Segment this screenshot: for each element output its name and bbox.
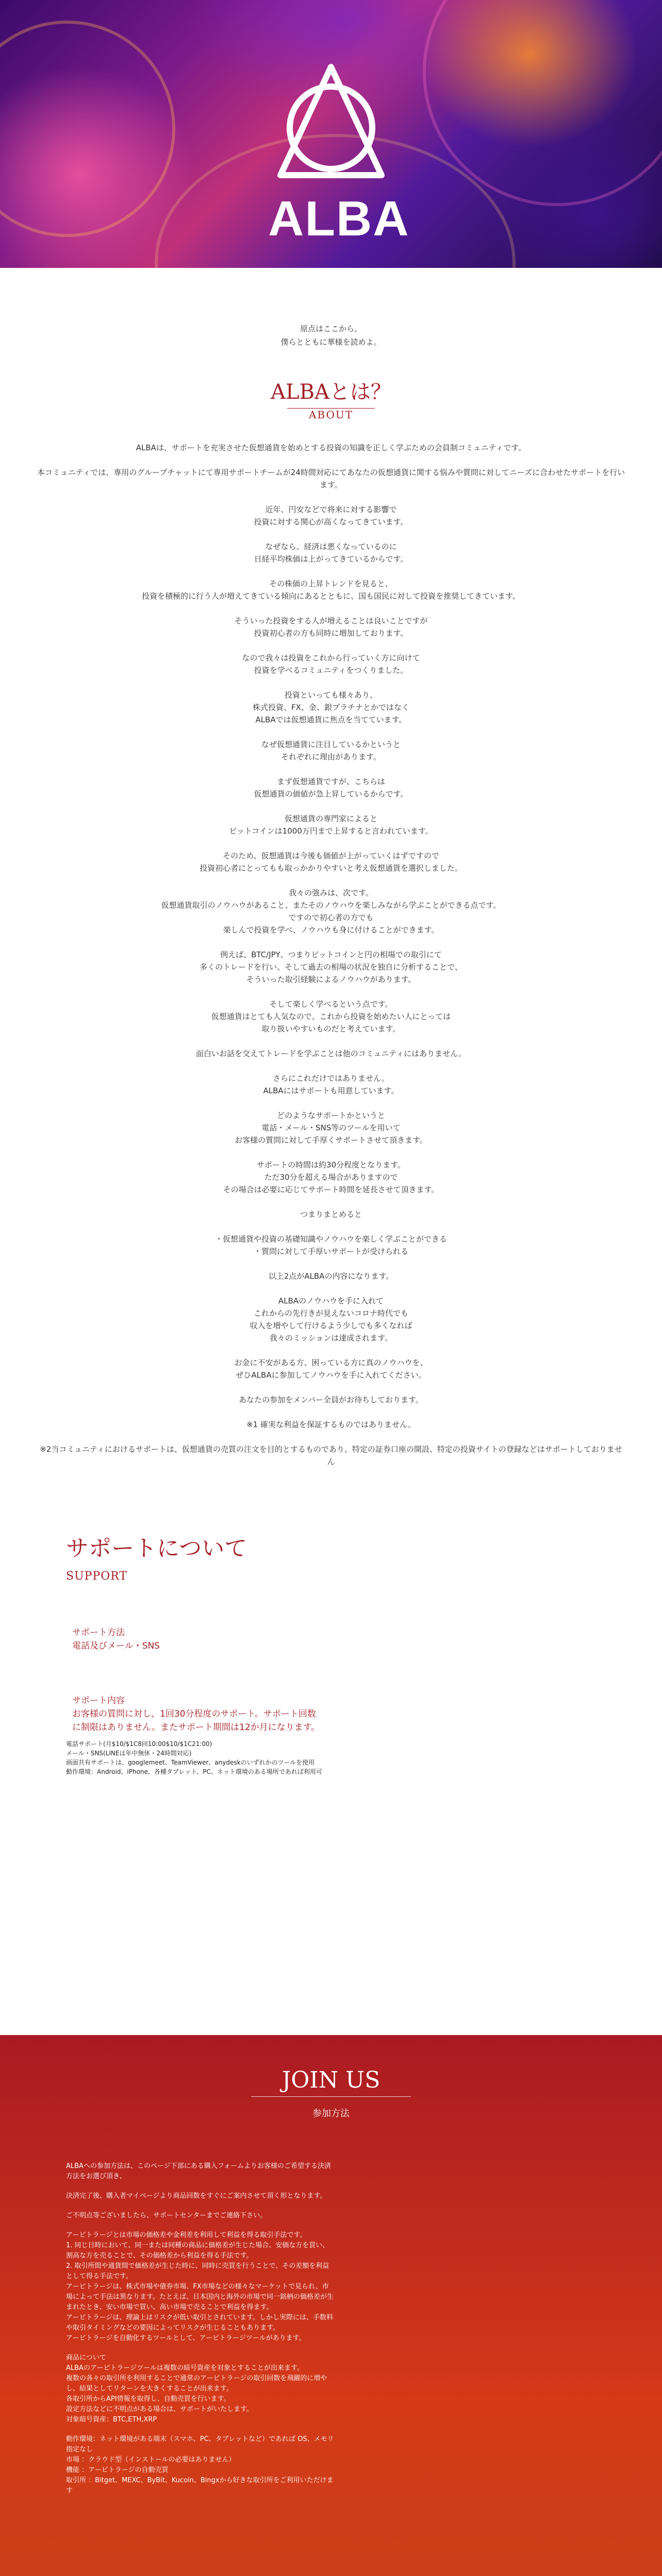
support-content-label: サポート内容	[72, 1696, 125, 1706]
join-title: JOIN US	[282, 2067, 380, 2093]
about-section	[0, 376, 662, 1468]
about-paragraph: 近年、円安などで将来に対する影響で 投資に対する関心が高くなってきています。	[254, 505, 408, 527]
join-section	[0, 2035, 662, 2576]
about-paragraph: なぜ仮想通貨に注目しているかというと それぞれに理由があります。	[261, 740, 401, 761]
join-paragraph: アービトラージとは市場の価格差や金利差を利用して利益を得る取引手法です。 1. 同じ日時において、同一または同種の商品に価格差が生じた場合、安価な方を買い、割高な方を売ることで、その価格差から利益を得る手法です。 2. 取引所間や通貨間で価格差が生じた時に、同時に売買を行うことで、その差額を利益として得る手法です。 アービトラージは、株式市場や債券市場、FX市場などの様々なマーケットで見られ、市場によって手法は異なります。たとえば、日本国内と海外の市場で同一銘柄の価格差が生まれたとき、安い市場で買い、高い市場で売ることで利益を得ます。 アービトラージは、理論上はリスクが低い取引とされています。しかし実際には、手数料や取引タイミングなどの要因によってリスクが生じることもあります。 アービトラージを自動化するツールとして、アービトラージツールがあります。	[66, 2231, 334, 2342]
about-paragraph: そして楽しく学べるという点です。 仮想通貨はとても人気なので、これから投資を始めたい人にとっては 取り扱いやすいものだと考えています。	[211, 999, 451, 1033]
about-paragraph: 投資といっても様々あり、 株式投資、FX、金、銀プラチナとかではなく ALBAでは仮想通貨に焦点を当てています。	[253, 690, 409, 724]
about-paragraph: お金に不安がある方、困っている方に真のノウハウを、 ぜひALBAに参加してノウハウを手に入れてください。	[234, 1358, 428, 1380]
about-paragraph: ・仮想通貨や投資の基礎知識やノウハウを楽しく学ぶことができる ・質問に対して手厚いサポートが受けられる	[214, 1234, 447, 1256]
about-paragraph: まず仮想通貨ですが、こちらは 仮想通貨の価値が急上昇しているからです。	[254, 777, 408, 799]
support-subtitle: SUPPORT	[66, 1570, 128, 1583]
support-section	[0, 1530, 662, 1776]
about-paragraph: 本コミュニティでは、専用のグループチャットにて専用サポートチームが24時間対応にてあなたの仮想通貨に関する悩みや質問に対してニーズに合わせたサポートを行います。	[37, 468, 625, 489]
about-title: ALBAとは？	[271, 380, 391, 404]
intro-line: 原点はここから。	[300, 324, 362, 333]
about-paragraph: 例えば、BTC/JPY、つまりビットコインと円の相場での取引にて 多くのトレードを行い、そして過去の相場の状況を独自に分析することで、 そういった取引経験によるノウハウがあります。	[200, 950, 462, 984]
join-paragraph: 動作環境：ネット環境がある端末（スマホ、PC、タブレットなど）であれば OS、メモリ指定なし 市場 ：クラウド型（インストールの必要はありません） 機能 ：アービトラージの自動売買 取引所 ：Bitget、MEXC、ByBit、Kucoin、Bingxから好きな取引所をご利用いただけます	[66, 2435, 334, 2495]
intro-line: 僕らとともに華様を読めよ。	[280, 337, 382, 347]
support-title: サポートについて	[66, 1535, 247, 1562]
join-paragraph: ALBAへの参加方法は、このページ下部にある購入フォームよりお客様のご希望する決済方法をお選び頂き、	[66, 2162, 332, 2180]
join-divider	[251, 2096, 411, 2097]
hero-banner	[0, 0, 662, 268]
join-body	[66, 2161, 334, 2505]
support-content	[66, 1694, 324, 1734]
logo-emblem-icon	[268, 62, 394, 191]
about-paragraph: ALBAのノウハウを手に入れて これからの先行きが見えないコロナ時代でも 収入を増やして行けるよう少しでも多くなれば 我々のミッションは達成されます。	[250, 1296, 412, 1343]
join-paragraph: 決済完了後、購入者マイページより商品回数をすぐにご案内させて頂く形となります。	[66, 2192, 327, 2200]
join-paragraph: ご不明点等ございましたら、サポートセンターまでご連絡下さい。	[66, 2212, 267, 2219]
support-note: 電話サポート(月$10/$1C8回10:00$10/$1C21:00) メール・SNS(LINEは年中無休・24時間対応) 画面共有サポートは、googlemeet、TeamViewer、anydeskのいずれかのツールを使用 動作環境：Android、iPhone、各種タブレット、PC、ネット環境のある場所であれば利用可	[66, 1740, 322, 1775]
join-paragraph: 商品について ALBAのアービトラージツールは複数の暗号資産を対象とすることが出来ます。 複数の各々の取引所を利用することで通常のアービトラージの取引回数を飛躍的に増やし、結果としてリターンを大きくすることが出来ます。 各取引所からAPI情報を取得し、自動売買を行います。 設定方法などに不明点がある場合は、サポートがいたします。 対象暗号資産：BTC,ETH,XRP	[66, 2354, 327, 2424]
about-body	[0, 442, 662, 1468]
about-paragraph: あなたの参加をメンバー全員がお待ちしております。	[239, 1395, 423, 1404]
about-paragraph: どのようなサポートかというと 電話・メール・SNS等のツールを用いて お客様の質問に対して手厚くサポートさせて頂きます。	[235, 1111, 427, 1145]
about-paragraph: ※1 確実な利益を保証するものではありません。	[246, 1420, 416, 1429]
support-method-value: 電話及びメール・SNS	[72, 1641, 160, 1651]
about-paragraph: 我々の強みは、次です。 仮想通貨取引のノウハウがあること、またそのノウハウを楽しみながら学ぶことができる点です。 ですので初心者の方でも 楽しんで投資を学べ、ノウハウも身に付けることができます。	[161, 888, 501, 935]
about-paragraph: そういった投資をする人が増えることは良いことですが 投資初心者の方も同時に増加しております。	[234, 616, 428, 638]
about-paragraph: 面白いお話を交えてトレードを学ぶことは他のコミュニティにはありません。	[195, 1049, 467, 1058]
about-paragraph: 仮想通貨の専門家によると ビットコインは1000万円まで上昇すると言われています。	[229, 814, 433, 836]
about-paragraph: さらにこれだけではありません。 ALBAにはサポートも用意しています。	[263, 1074, 399, 1095]
support-method-label: サポート方法	[72, 1628, 125, 1638]
about-paragraph: その株価の上昇トレンドを見ると、 投資を積極的に行う人が増えてきている傾向にあるとともに、国も国民に対して投資を推奨してきています。	[142, 579, 520, 601]
about-paragraph: そのため、仮想通貨は今後も価値が上がっていくはずですので 投資初心者にとってもも取っかかりやすいと考え仮想通貨を選択しました。	[200, 851, 462, 873]
logo-text: ALBA	[268, 191, 410, 246]
about-subtitle: ABOUT	[308, 409, 354, 421]
about-paragraph: ※2当コミュニティにおけるサポートは、仮想通貨の売買の注文を目的とするものであり、特定の証券口座の開設、特定の投資サイトの登録などはサポートしておりません	[40, 1445, 622, 1466]
alba-logo	[268, 62, 410, 247]
about-paragraph: なぜなら、経済は悪くなっているのに 日経平均株価は上がってきているからです。	[254, 542, 408, 564]
support-method	[66, 1626, 662, 1653]
about-paragraph: サポートの時間は約30分程度となります。 ただ30分を超える場合がありますので その場合は必要に応じてサポート時間を延長させて頂きます。	[223, 1160, 439, 1194]
about-paragraph: 以上2点がALBAの内容になります。	[268, 1272, 394, 1281]
intro-section	[0, 268, 662, 349]
about-paragraph: なので我々は投資をこれから行っていく方に向けて 投資を学べるコミュニティをつくりました。	[242, 653, 420, 675]
about-paragraph: つまりまとめると	[300, 1210, 362, 1219]
hero-swirl	[0, 21, 175, 237]
join-subtitle: 参加方法	[312, 2108, 350, 2119]
support-content-value: お客様の質問に対し、1回30分程度のサポート。サポート回数に制限はありません。またサポート期間は12か月になります。	[72, 1709, 320, 1733]
about-paragraph: ALBAは、サポートを充実させた仮想通貨を始めとする投資の知識を正しく学ぶための会員制コミュニティです。	[136, 443, 526, 452]
